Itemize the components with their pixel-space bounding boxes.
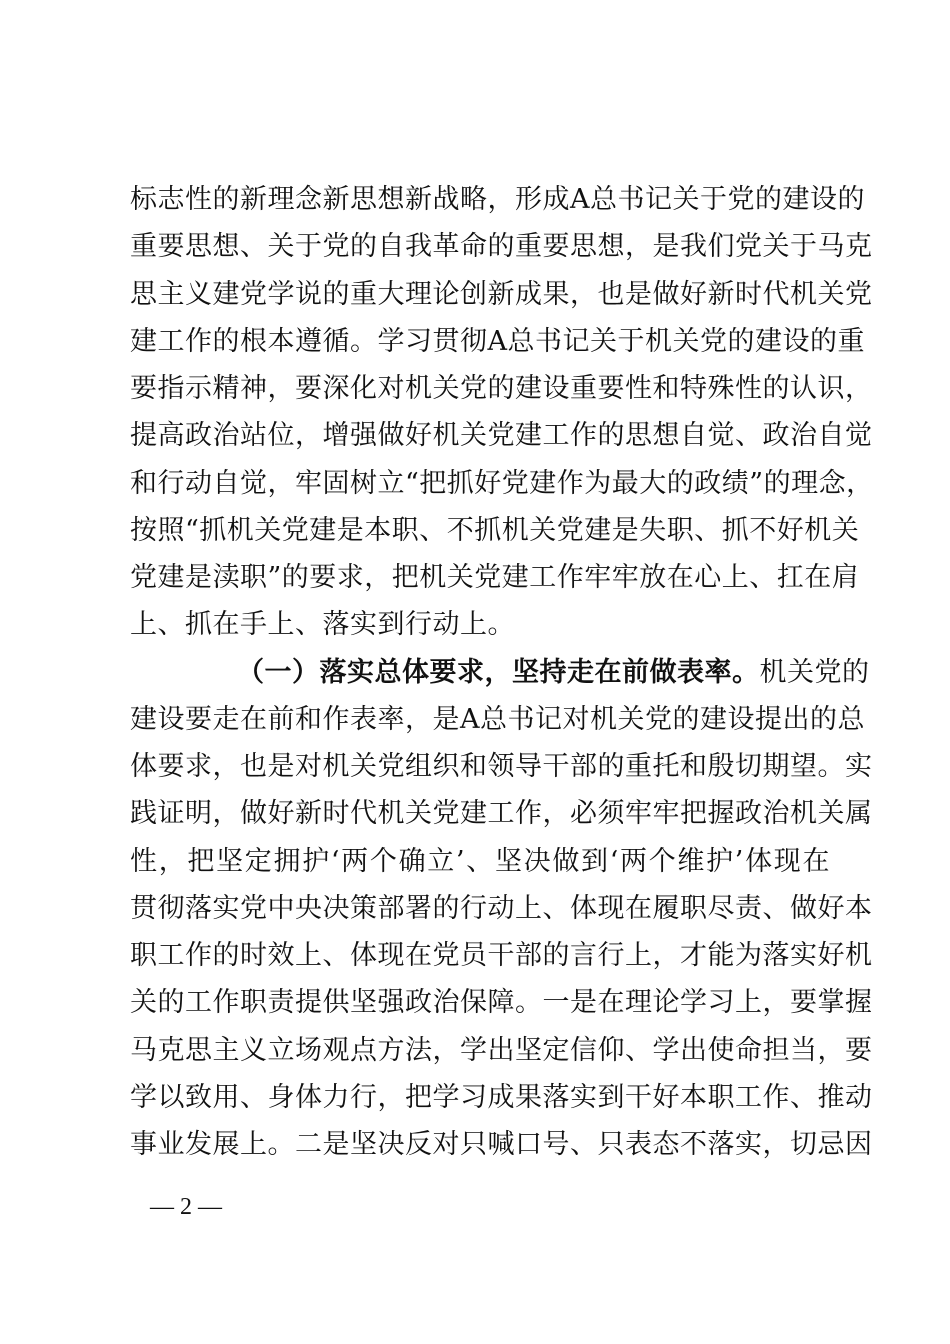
paragraph-line: 要指示精神，要深化对机关党的建设重要性和特殊性的认识， xyxy=(130,373,873,404)
section-heading: （一）落实总体要求，坚持走在前做表率。 xyxy=(237,657,760,688)
paragraph-line: 标志性的新理念新思想新战略，形成A总书记关于党的建设的 xyxy=(130,184,865,215)
paragraph-line: 思主义建党学说的重大理论创新成果，也是做好新时代机关党 xyxy=(130,279,873,310)
paragraph-line: 学以致用、身体力行，把学习成果落实到干好本职工作、推动 xyxy=(130,1082,873,1113)
paragraph-line: 贯彻落实党中央决策部署的行动上、体现在履职尽责、做好本 xyxy=(130,893,873,924)
paragraph-line: 马克思主义立场观点方法，学出坚定信仰、学出使命担当，要 xyxy=(130,1035,873,1066)
paragraph-line: 建设要走在前和作表率，是A总书记对机关党的建设提出的总 xyxy=(130,704,865,735)
paragraph-line: 建工作的根本遵循。学习贯彻A总书记关于机关党的建设的重 xyxy=(130,326,865,357)
paragraph-line: 重要思想、关于党的自我革命的重要思想，是我们党关于马克 xyxy=(130,231,873,262)
page-number: — 2 — xyxy=(150,1194,222,1220)
section-heading-tail: 机关党的 xyxy=(759,657,870,688)
paragraph-line: 党建是渎职”的要求，把机关党建工作牢牢放在心上、扛在肩 xyxy=(130,562,860,593)
section-first-line xyxy=(237,651,870,695)
paragraph-line: 和行动自觉，牢固树立“把抓好党建作为最大的政绩”的理念， xyxy=(130,468,874,499)
paragraph-line: 按照“抓机关党建是本职、不抓机关党建是失职、抓不好机关 xyxy=(130,515,860,546)
paragraph-line: 性，把坚定拥护‘两个确立’、坚决做到‘两个维护’体现在 xyxy=(130,846,830,877)
paragraph-line: 践证明，做好新时代机关党建工作，必须牢牢把握政治机关属 xyxy=(130,798,873,829)
paragraph-line: 上、抓在手上、落实到行动上。 xyxy=(130,609,515,640)
paragraph-line: 提高政治站位，增强做好机关党建工作的思想自觉、政治自觉 xyxy=(130,420,873,451)
paragraph-line: 事业发展上。二是坚决反对只喊口号、只表态不落实，切忌因 xyxy=(130,1129,873,1160)
paragraph-line: 职工作的时效上、体现在党员干部的言行上，才能为落实好机 xyxy=(130,940,873,971)
paragraph-line: 关的工作职责提供坚强政治保障。一是在理论学习上，要掌握 xyxy=(130,987,873,1018)
paragraph-line: 体要求，也是对机关党组织和领导干部的重托和殷切期望。实 xyxy=(130,751,873,782)
